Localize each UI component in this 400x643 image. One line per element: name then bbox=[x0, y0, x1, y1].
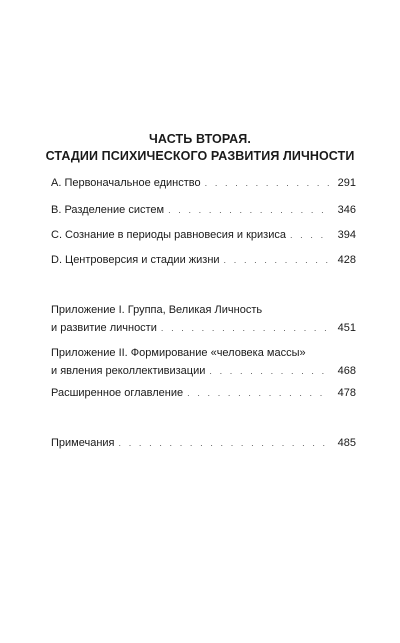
toc-entry-page: 346 bbox=[337, 204, 356, 216]
toc-entry-extended-contents[interactable] bbox=[51, 386, 356, 400]
toc-entry-c[interactable] bbox=[51, 228, 356, 242]
toc-entry-page: 451 bbox=[337, 322, 356, 334]
toc-entry-title-line1: Приложение I. Группа, Великая Личность bbox=[51, 304, 263, 316]
dot-leader bbox=[161, 321, 330, 335]
toc-entry-title: B. Разделение систем bbox=[51, 204, 165, 216]
toc-entry-page: 485 bbox=[337, 437, 356, 449]
toc-entry-d[interactable] bbox=[51, 253, 356, 267]
dot-leader bbox=[224, 253, 330, 267]
toc-entry-title: A. Первоначальное единство bbox=[51, 177, 201, 189]
toc-entry-title-line1: Приложение II. Формирование «человека массы» bbox=[51, 347, 306, 359]
dot-leader bbox=[168, 203, 330, 217]
toc-entry-b[interactable] bbox=[51, 203, 356, 217]
toc-entry-appendix-2[interactable] bbox=[51, 346, 356, 378]
part-heading bbox=[0, 131, 400, 165]
toc-entry-title: Примечания bbox=[51, 437, 115, 449]
dot-leader bbox=[119, 436, 330, 450]
toc-entry-page: 291 bbox=[337, 177, 356, 189]
toc-entry-appendix-1[interactable] bbox=[51, 303, 356, 335]
dot-leader bbox=[209, 364, 330, 378]
toc-entry-title: D. Центроверсия и стадии жизни bbox=[51, 254, 220, 266]
toc-entry-a[interactable] bbox=[51, 176, 356, 190]
part-subtitle: СТАДИИ ПСИХИЧЕСКОГО РАЗВИТИЯ ЛИЧНОСТИ bbox=[45, 149, 355, 163]
toc-entry-title-line2: и развитие личности bbox=[51, 322, 157, 334]
toc-entry-page: 394 bbox=[337, 229, 356, 241]
dot-leader bbox=[290, 228, 330, 242]
toc-entry-title-line2: и явления реколлективизации bbox=[51, 365, 206, 377]
toc-entry-page: 478 bbox=[337, 387, 356, 399]
toc-entry-page: 428 bbox=[337, 254, 356, 266]
dot-leader bbox=[205, 176, 330, 190]
part-title: ЧАСТЬ ВТОРАЯ. bbox=[149, 132, 251, 146]
toc-entry-page: 468 bbox=[337, 365, 356, 377]
toc-entry-title: C. Сознание в периоды равновесия и кризиса bbox=[51, 229, 286, 241]
toc-entry-notes[interactable] bbox=[51, 436, 356, 450]
toc-entry-title: Расширенное оглавление bbox=[51, 387, 184, 399]
dot-leader bbox=[187, 386, 330, 400]
